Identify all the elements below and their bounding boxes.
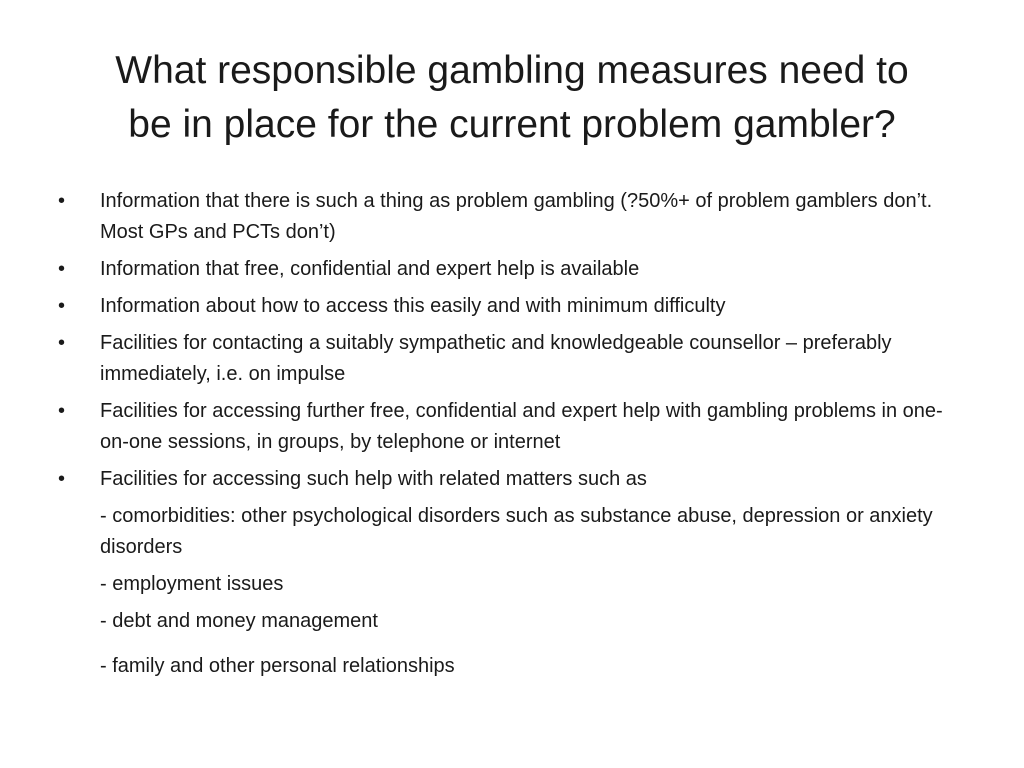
bullet-text: Information that there is such a thing as problem gambling (?50%+ of problem gamblers don’t. Most GPs and PCTs don’t) (100, 190, 933, 243)
bullet-text: Facilities for accessing such help with related matters such as (100, 468, 647, 490)
sub-item-debt: - debt and money management (100, 610, 378, 632)
bullet-item-3 (58, 291, 968, 322)
bullet-text: Facilities for contacting a suitably sympathetic and knowledgeable counsellor – preferably immediately, i.e. on impulse (100, 332, 892, 385)
bullet-item-6 (58, 464, 968, 495)
sub-item-employment: - employment issues (100, 573, 284, 595)
slide-title-line-1: What responsible gambling measures need to (115, 49, 909, 92)
slide-body (58, 186, 968, 688)
bullet-item-5 (58, 396, 968, 458)
bullet-dot: • (58, 258, 66, 280)
slide-title (60, 44, 964, 152)
bullet-dot: • (58, 400, 66, 422)
bullet-dot: • (58, 295, 66, 317)
bullet-dot: • (58, 468, 66, 490)
bullet-item-2 (58, 254, 968, 285)
bullet-text: Information about how to access this easily and with minimum difficulty (100, 295, 726, 317)
sub-item-comorbidities: - comorbidities: other psychological disorders such as substance abuse, depression or anxiety disorders (100, 505, 933, 558)
bullet-dot: • (58, 332, 66, 354)
bullet-dot: • (58, 190, 66, 212)
bullet-text: Information that free, confidential and expert help is available (100, 258, 640, 280)
bullet-item-1 (58, 186, 968, 248)
sub-item-relationships: - family and other personal relationships (100, 655, 455, 677)
slide-title-line-2: be in place for the current problem gambler? (128, 103, 896, 146)
bullet-text: Facilities for accessing further free, confidential and expert help with gambling problems in one-on-one sessions, in groups, by telephone or internet (100, 400, 943, 453)
bullet-item-4 (58, 328, 968, 390)
